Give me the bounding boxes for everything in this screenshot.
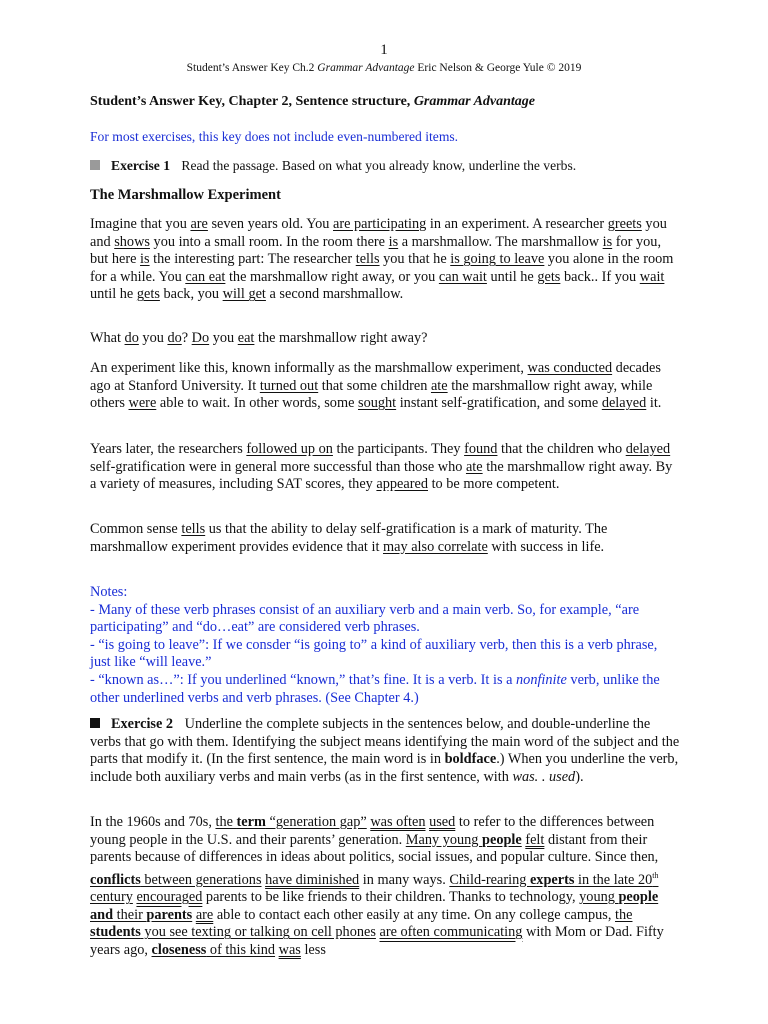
black-square-icon <box>90 718 100 728</box>
exercise-1-heading: Exercise 1 Read the passage. Based on what you already know, underline the verbs. <box>90 158 576 174</box>
running-header: Student’s Answer Key Ch.2 Grammar Advantage Eric Nelson & George Yule © 2019 <box>186 62 582 74</box>
note-2: - “is going to leave”: If we consder “is going to” a kind of auxiliary verb, then this is a verb phrase, just like “will leave.” <box>90 636 658 671</box>
gray-square-icon <box>90 160 100 170</box>
page-number: 1 <box>380 42 388 58</box>
passage-paragraph-1: Imagine that you are seven years old. You are participating in an experiment. A researcher greets you and shows you into a small room. In the room there is a marshmallow. The marshmallow is for you, but here is the interesting part: The researcher tells you that he is going to leave you alone in the room for a while. You can eat the marshmallow right away, or you can wait until he gets back.. If you wait until he gets back, you will get a second marshmallow. <box>90 216 674 303</box>
exercise-2-passage: In the 1960s and 70s, the term “generation gap” was often used to refer to the differences between young people in the U.S. and their parents’ generation. Many young people felt distant from their parents because of differences in ideas about politics, social issues, and popular culture. Since then, conflicts between generations have diminished in many ways. Child-rearing experts in the late 20th century encouraged parents to be like friends to their children. Thanks to technology, young people and their parents are able to contact each other easily at any time. On any college campus, the students you see texting or talking on cell phones are often communicating with Mom or Dad. Fifty years ago, closeness of this kind was less <box>90 814 664 958</box>
notes-block <box>90 584 680 707</box>
passage-paragraph-4: Years later, the researchers followed up on the participants. They found that the children who delayed self-gratification were in general more successful than those who ate the marshmallow right away. By a variety of measures, including SAT scores, they appeared to be more competent. <box>90 441 673 493</box>
passage-paragraph-5: Common sense tells us that the ability to delay self-gratification is a mark of maturity. The marshmallow experiment provides evidence that it may also correlate with success in life. <box>90 521 608 555</box>
passage-paragraph-3: An experiment like this, known informally as the marshmallow experiment, was conducted decades ago at Stanford University. It turned out that some children ate the marshmallow right away, while others were able to wait. In other words, some sought instant self-gratification, and some delayed it. <box>90 360 662 412</box>
exercise-2-instructions: Exercise 2 Underline the complete subjects in the sentences below, and double-underline the verbs that go with them. Identifying the subject means identifying the main word of the subject and the parts that modify it. (In the first sentence, the main word is in boldface.) When you underline the verb, include both auxiliary verbs and main verbs (as in the first sentence, with was. . used). <box>90 716 680 785</box>
document-title: Student’s Answer Key, Chapter 2, Sentence structure, Grammar Advantage <box>90 94 536 109</box>
note-1: - Many of these verb phrases consist of an auxiliary verb and a main verb. So, for example, “are participating” and “do…eat” are considered verb phrases. <box>90 601 640 636</box>
intro-note: For most exercises, this key does not include even-numbered items. <box>90 129 459 144</box>
note-3: - “known as…”: If you underlined “known,” that’s fine. It is a verb. It is a nonfinite verb, unlike the other underlined verbs and verb phrases. (See Chapter 4.) <box>90 671 660 706</box>
passage-paragraph-2: What do you do? Do you eat the marshmallow right away? <box>90 330 428 346</box>
notes-heading: Notes: <box>90 584 128 600</box>
passage-title: The Marshmallow Experiment <box>90 187 281 203</box>
